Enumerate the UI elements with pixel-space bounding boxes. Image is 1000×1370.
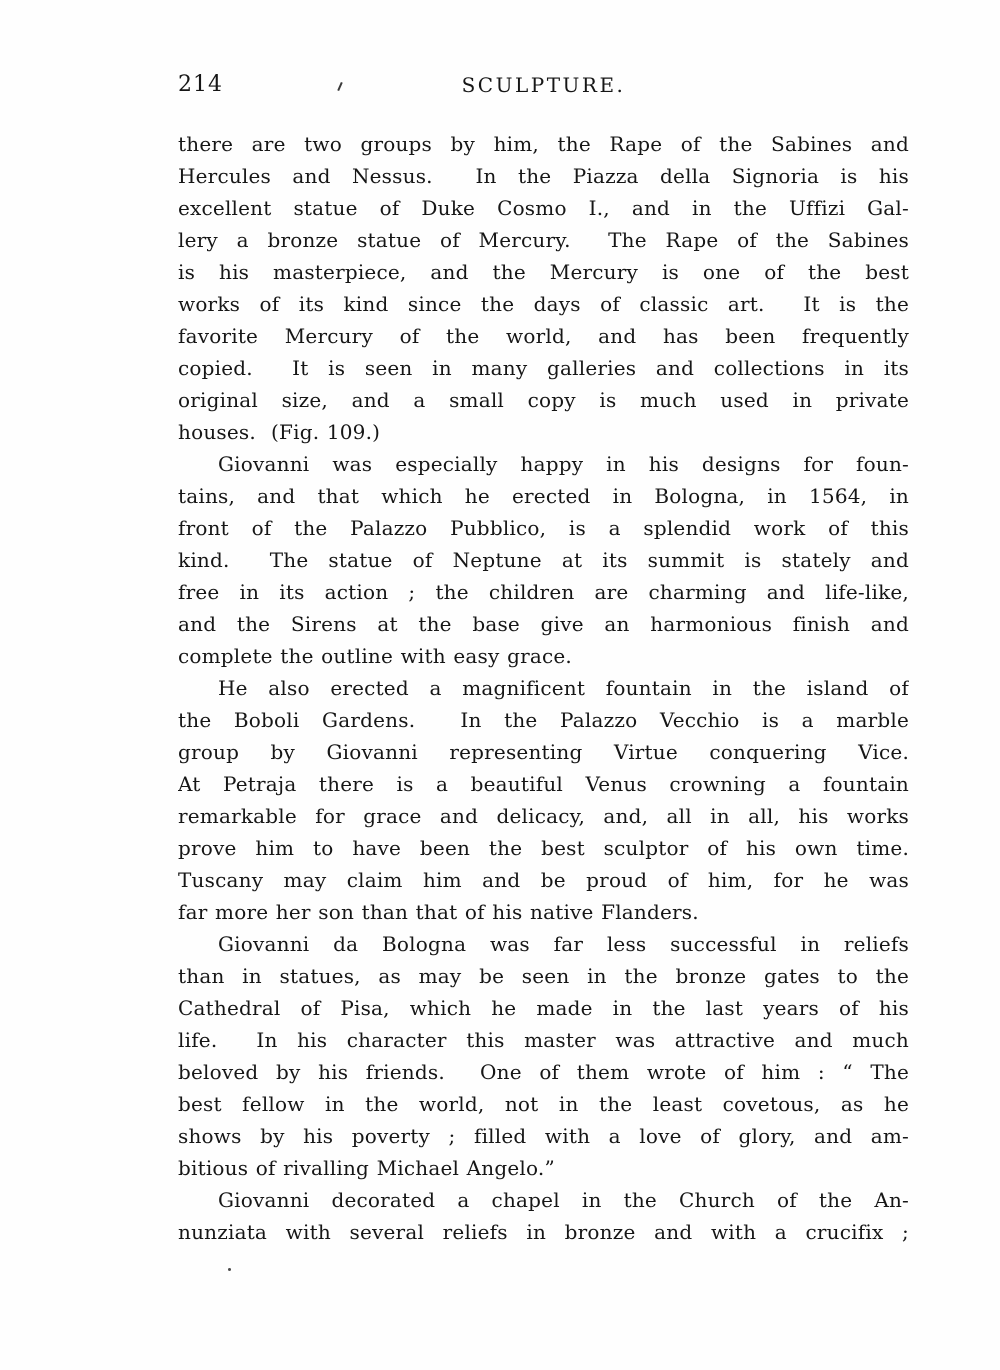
paragraph: [178, 928, 909, 1184]
paragraph: [178, 1184, 909, 1248]
text-line: Giovanni decorated a chapel in the Church of the An-: [218, 1188, 909, 1212]
scan-artifact-dot: [228, 1268, 231, 1271]
text-line: At Petraja there is a beautiful Venus crowning a fountain: [178, 772, 909, 796]
text-line: excellent statue of Duke Cosmo I., and in the Uffizi Gal-: [178, 196, 909, 220]
paragraph: [178, 128, 909, 448]
page-body: [178, 128, 909, 1248]
text-line: Giovanni da Bologna was far less successful in reliefs: [218, 932, 909, 956]
page-number: 214: [178, 72, 223, 97]
text-line: best fellow in the world, not in the least covetous, as he: [178, 1092, 909, 1116]
text-line: there are two groups by him, the Rape of the Sabines and: [178, 132, 909, 156]
text-line: Cathedral of Pisa, which he made in the last years of his: [178, 996, 909, 1020]
text-line: Tuscany may claim him and be proud of him, for he was: [178, 868, 909, 892]
text-line: life. In his character this master was attractive and much: [178, 1028, 909, 1052]
text-line: free in its action ; the children are charming and life-like,: [178, 580, 909, 604]
text-line: front of the Palazzo Pubblico, is a splendid work of this: [178, 516, 909, 540]
text-line: shows by his poverty ; filled with a love of glory, and am-: [178, 1124, 909, 1148]
text-line: lery a bronze statue of Mercury. The Rape of the Sabines: [178, 228, 909, 252]
text-line: far more her son than that of his native Flanders.: [178, 900, 699, 924]
text-line: He also erected a magnificent fountain in the island of: [218, 676, 909, 700]
text-line: Hercules and Nessus. In the Piazza della Signoria is his: [178, 164, 909, 188]
text-line: prove him to have been the best sculptor of his own time.: [178, 836, 909, 860]
text-line: group by Giovanni representing Virtue conquering Vice.: [178, 740, 909, 764]
text-line: original size, and a small copy is much used in private: [178, 388, 909, 412]
paragraph: [178, 672, 909, 928]
text-line: remarkable for grace and delicacy, and, all in all, his works: [178, 804, 909, 828]
text-line: houses. (Fig. 109.): [178, 420, 381, 444]
running-title: SCULPTURE.: [461, 73, 626, 97]
text-line: beloved by his friends. One of them wrote of him : “ The: [178, 1060, 909, 1084]
text-line: complete the outline with easy grace.: [178, 644, 572, 668]
text-line: favorite Mercury of the world, and has been frequently: [178, 324, 909, 348]
text-line: and the Sirens at the base give an harmonious finish and: [178, 612, 909, 636]
text-line: tains, and that which he erected in Bologna, in 1564, in: [178, 484, 909, 508]
running-header: [178, 72, 909, 102]
text-line: is his masterpiece, and the Mercury is one of the best: [178, 260, 909, 284]
text-line: the Boboli Gardens. In the Palazzo Vecchio is a marble: [178, 708, 909, 732]
text-line: than in statues, as may be seen in the bronze gates to the: [178, 964, 909, 988]
text-line: bitious of rivalling Michael Angelo.”: [178, 1156, 555, 1180]
text-line: kind. The statue of Neptune at its summit is stately and: [178, 548, 909, 572]
text-line: works of its kind since the days of classic art. It is the: [178, 292, 909, 316]
paragraph: [178, 448, 909, 672]
text-line: nunziata with several reliefs in bronze and with a crucifix ;: [178, 1220, 909, 1244]
text-line: copied. It is seen in many galleries and collections in its: [178, 356, 909, 380]
text-line: Giovanni was especially happy in his designs for foun-: [218, 452, 909, 476]
